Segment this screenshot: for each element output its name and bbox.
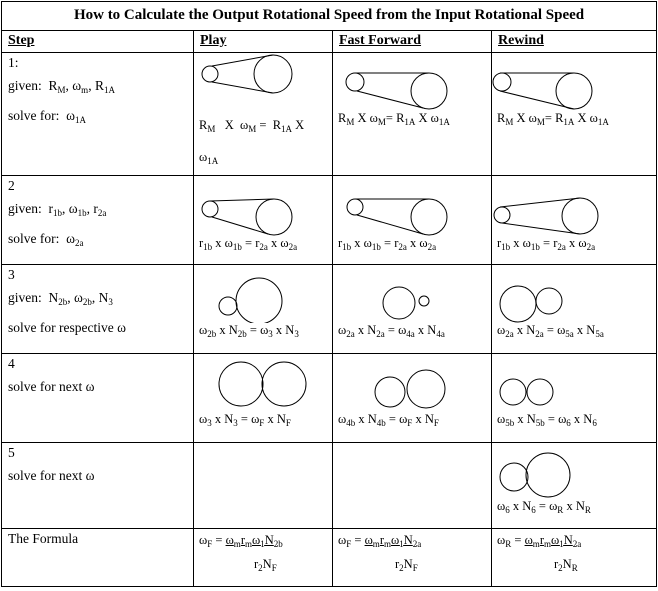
equation: $\omega_{5b}$ x $N_{5b} = \omega_6$ x $N_6$: [497, 412, 597, 428]
equation: $R_M$ X $\omega_M= R_{1A}$ X $\omega_{1A}$: [338, 111, 450, 127]
table-row: [2, 529, 657, 587]
ff-step-4: [333, 354, 492, 443]
ff-step-3: [333, 265, 492, 354]
step-given: given: $N_{2b}$, $\omega_{2b}$, $N_3$: [8, 290, 113, 307]
step-4-cell: [2, 354, 194, 443]
equation: $\omega_{2a}$ x $N_{2a} = \omega_{5a}$ x $N_{5a}$: [497, 323, 604, 339]
formula-numerator: $\omega_R = \omega_mr_m\omega_1N_{2a}$: [497, 533, 582, 549]
gear-pair-diagram: [492, 443, 657, 499]
gear-pair-diagram: [333, 265, 492, 323]
header-play: Play: [194, 31, 333, 53]
step-number: 5: [8, 445, 15, 460]
formula-table: [1, 1, 657, 587]
step-solve: solve for: $\omega_{1A}$: [8, 108, 87, 125]
step-solve: solve for: $\omega_{2a}$: [8, 231, 84, 248]
formula-denominator: $r_2N_F$: [254, 557, 277, 573]
step-solve: solve for respective ω: [8, 320, 126, 335]
step-2-cell: [2, 176, 194, 265]
step-given: given: $R_M$, $\omega_m$, $R_{1A}$: [8, 78, 115, 95]
ff-step-1: [333, 53, 492, 176]
step-number: 4: [8, 356, 15, 371]
equation: $R_M$ X $\omega_M= R_{1A}$ X $\omega_{1A}$: [497, 111, 609, 127]
rewind-step-2: [492, 176, 657, 265]
play-step-4: [194, 354, 333, 443]
rewind-step-3: [492, 265, 657, 354]
formula-denominator: $r_2N_R$: [554, 557, 578, 573]
formula-numerator: $\omega_F = \omega_mr_m\omega_1N_{2a}$: [338, 533, 422, 549]
rewind-step-1: [492, 53, 657, 176]
equation: $\omega_6$ x $N_6 = \omega_R$ x $N_R$: [497, 499, 591, 515]
equation: $r_{1b}$ x $\omega_{1b} = r_{2a}$ x $\omega_{2a}$: [497, 236, 596, 252]
header-rewind: Rewind: [492, 31, 657, 53]
step-given: given: $r_{1b}$, $\omega_{1b}$, $r_{2a}$: [8, 201, 107, 218]
step-1-cell: [2, 53, 194, 176]
ff-formula: [333, 529, 492, 587]
belt-drive-diagram: [492, 176, 657, 236]
table-title: How to Calculate the Output Rotational Speed from the Input Rotational Speed: [2, 2, 657, 31]
formula-denominator: $r_2N_F$: [395, 557, 418, 573]
gear-pair-diagram: [492, 354, 657, 412]
step-3-cell: [2, 265, 194, 354]
equation: $\omega_{2b}$ x $N_{2b} = \omega_3$ x $N_3$: [199, 323, 299, 339]
belt-drive-diagram: [333, 53, 492, 111]
belt-drive-diagram: [194, 176, 333, 236]
equation: $\omega_{4b}$ x $N_{4b} = \omega_F$ x $N_F$: [338, 412, 439, 428]
play-step-1: [194, 53, 333, 176]
equation: $R_M$ X $\omega_M = R_{1A}$ X $\omega_{1A}$: [199, 118, 305, 166]
step-number: 1:: [8, 55, 19, 70]
play-formula: [194, 529, 333, 587]
belt-drive-diagram: [333, 176, 492, 236]
formula-label: The Formula: [2, 529, 194, 587]
gear-pair-diagram: [333, 354, 492, 412]
equation: $\omega_{2a}$ x $N_{2a} = \omega_{4a}$ x $N_{4a}$: [338, 323, 445, 339]
ff-step-5: [333, 443, 492, 529]
table-row: [2, 265, 657, 354]
belt-drive-diagram: [492, 53, 657, 111]
rewind-step-5: [492, 443, 657, 529]
equation: $r_{1b}$ x $\omega_{1b} = r_{2a}$ x $\omega_{2a}$: [338, 236, 437, 252]
step-number: 3: [8, 267, 15, 282]
belt-drive-diagram: [194, 53, 333, 111]
formula-numerator: $\omega_F = \omega_mr_m\omega_1N_{2b}$: [199, 533, 283, 549]
table-row: [2, 354, 657, 443]
gear-pair-diagram: [194, 265, 333, 323]
step-solve: solve for next ω: [8, 468, 95, 483]
play-step-5: [194, 443, 333, 529]
table-row: [2, 176, 657, 265]
play-step-3: [194, 265, 333, 354]
table-row: [2, 53, 657, 176]
gear-pair-diagram: [492, 265, 657, 323]
step-5-cell: [2, 443, 194, 529]
equation: $\omega_3$ x $N_3 = \omega_F$ x $N_F$: [199, 412, 291, 428]
step-solve: solve for next ω: [8, 379, 95, 394]
header-fast-forward: Fast Forward: [333, 31, 492, 53]
step-number: 2: [8, 178, 15, 193]
table-row: [2, 443, 657, 529]
gear-pair-diagram: [194, 354, 333, 412]
header-step: Step: [2, 31, 194, 53]
rewind-step-4: [492, 354, 657, 443]
equation: $r_{1b}$ x $\omega_{1b} = r_{2a}$ x $\omega_{2a}$: [199, 236, 298, 252]
rewind-formula: [492, 529, 657, 587]
play-step-2: [194, 176, 333, 265]
ff-step-2: [333, 176, 492, 265]
